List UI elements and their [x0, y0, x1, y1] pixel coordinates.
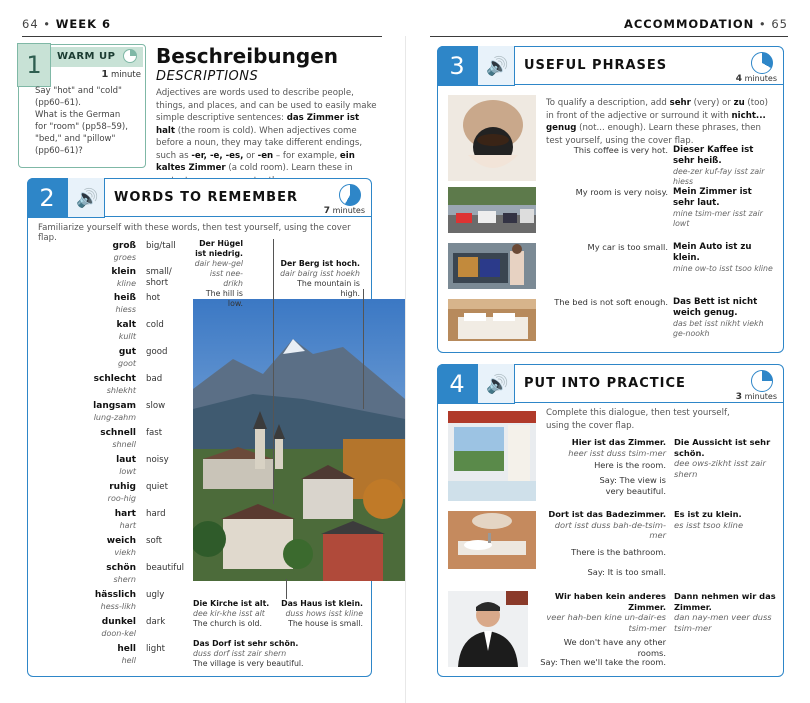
word-row — [28, 455, 188, 481]
section-time: 4 minutes — [735, 74, 777, 84]
word-english: small/ short — [146, 267, 172, 288]
right-page-header: ACCOMMODATION • 65 — [623, 17, 788, 31]
dialogue-prompt: Say: The view is very beautiful. — [599, 475, 666, 496]
village-photo — [193, 299, 405, 581]
word-german: kalt — [116, 320, 136, 330]
caption-leader — [273, 239, 274, 504]
word-pronunciation: doon-kel — [101, 629, 136, 638]
clock-icon — [339, 184, 361, 206]
word-row — [28, 347, 188, 373]
word-pronunciation: goot — [117, 359, 136, 368]
word-pronunciation: lung-zahm — [93, 413, 136, 422]
page-gutter — [405, 36, 406, 703]
warmup-number: 1 — [17, 43, 51, 87]
word-english: beautiful — [146, 563, 185, 573]
section-header — [28, 179, 371, 217]
word-english: ugly — [146, 590, 165, 600]
word-row — [28, 293, 188, 319]
word-pronunciation: shnell — [112, 440, 136, 449]
dialogue-line: Dort ist das Badezimmer. dort isst duss bah-de-tsim-mer There is the bathroom. — [548, 509, 666, 557]
section-header — [438, 47, 783, 85]
header-rule-right — [430, 36, 788, 37]
word-german: gut — [118, 347, 136, 357]
word-row — [28, 267, 188, 293]
caption-dorf: Das Dorf ist sehr schön. duss dorf isst zair shern The village is very beautiful. — [193, 639, 304, 668]
dialogue-prompt: Say: Then we'll take the room. — [540, 657, 666, 667]
warmup-label: WARM UP — [51, 47, 143, 67]
title-body: Adjectives are words used to describe people, things, and places, and can be used to easily make simple descriptive sentences: das Zimmer ist halt (the room is cold). When adjectives come before a noun, they may take different endings, such as -er, -e, -es, or -en – for example, ein kaltes Zimmer (a cold room). Learn these in — [156, 88, 377, 173]
words-to-remember-section — [27, 178, 372, 677]
word-german: klein — [111, 267, 136, 277]
word-row — [28, 320, 188, 346]
word-english: hard — [146, 509, 166, 519]
word-pronunciation: groes — [113, 253, 136, 262]
right-section-label: ACCOMMODATION — [623, 17, 755, 31]
right-page-number: 65 — [771, 17, 788, 31]
word-english: noisy — [146, 455, 169, 465]
word-german: dunkel — [101, 617, 136, 627]
word-pronunciation: hart — [119, 521, 136, 530]
caption-kirche: Die Kirche ist alt. dee kir-khe isst alt The church is old. — [193, 599, 270, 628]
dialogue-answer: Die Aussicht ist sehr schön. dee ows-zikht isst zair shern — [674, 437, 771, 479]
traffic-photo — [448, 187, 536, 233]
word-row — [28, 401, 188, 427]
word-row — [28, 536, 188, 562]
word-english: big/tall — [146, 241, 176, 251]
title-block — [156, 44, 378, 187]
word-pronunciation: kline — [116, 279, 136, 288]
word-pronunciation: kullt — [118, 332, 136, 341]
section-number: 3 — [437, 46, 477, 86]
warmup-box — [18, 44, 146, 168]
receptionist-photo — [448, 591, 528, 667]
audio-button[interactable] — [477, 46, 515, 86]
header-rule-left — [22, 36, 382, 37]
bed-photo — [448, 299, 536, 341]
word-pronunciation: roo-hig — [107, 494, 136, 503]
caption-leader — [363, 289, 364, 409]
word-english: fast — [146, 428, 163, 438]
word-pronunciation: shlekht — [106, 386, 136, 395]
section-number: 2 — [27, 178, 67, 218]
section-intro: Complete this dialogue, then test yourself, using the cover flap. — [546, 408, 730, 431]
word-pronunciation: lowt — [119, 467, 136, 476]
word-german: hell — [117, 644, 136, 654]
caption-huegel: Der Hügel ist niedrig. dair hew-gel isst nee-drikh The hill is low. — [194, 239, 243, 308]
word-german: laut — [116, 455, 136, 465]
section-time: 3 minutes — [735, 392, 777, 402]
section-time: 7 minutes — [323, 206, 365, 216]
word-english: good — [146, 347, 168, 357]
dialogue-line: Wir haben kein anderes Zimmer. veer hah-ben kine un-dair-es tsim-mer We don't have any other rooms. — [546, 591, 666, 658]
word-row — [28, 428, 188, 454]
caption-leader — [286, 579, 287, 599]
warmup-text: Say "hot" and "cold" (pp60–61). What is the German for "room" (pp58–59), "bed," and "pillow" (pp60–61)? — [35, 86, 128, 156]
speaker-icon: 🔊 — [486, 374, 509, 395]
word-row — [28, 374, 188, 400]
dialogue-answer: Dann nehmen wir das Zimmer. dan nay-men veer duss tsim-mer — [674, 591, 776, 633]
audio-button[interactable] — [67, 178, 105, 218]
page-title: Beschreibungen — [156, 44, 339, 68]
word-english: light — [146, 644, 166, 654]
section-number: 4 — [437, 364, 477, 404]
section-header — [438, 365, 783, 403]
word-pronunciation: shern — [113, 575, 136, 584]
word-pronunciation: hiess — [115, 305, 136, 314]
page-subtitle: DESCRIPTIONS — [156, 69, 259, 84]
word-english: quiet — [146, 482, 168, 492]
word-row — [28, 241, 188, 267]
caption-berg: Der Berg ist hoch. dair bairg isst hoekh The mountain is high. — [280, 259, 360, 298]
page-header — [0, 0, 810, 30]
word-german: groß — [112, 241, 136, 251]
word-german: schön — [106, 563, 136, 573]
dialogue-line: Hier ist das Zimmer. heer isst duss tsim-mer Here is the room. — [568, 437, 666, 470]
dialogue-answer: Es ist zu klein. es isst tsoo kline — [674, 509, 744, 530]
word-german: hart — [114, 509, 136, 519]
word-english: dark — [146, 617, 166, 627]
clock-icon — [751, 370, 773, 392]
word-german: schlecht — [93, 374, 136, 384]
word-pronunciation: hell — [121, 656, 136, 665]
word-english: soft — [146, 536, 162, 546]
word-row — [28, 590, 188, 616]
word-english: cold — [146, 320, 164, 330]
room-view-photo — [448, 411, 536, 501]
left-page-header: 64 • WEEK 6 — [22, 17, 112, 31]
speaker-icon: 🔊 — [76, 188, 99, 209]
word-german: ruhig — [109, 482, 136, 492]
clock-icon — [751, 52, 773, 74]
useful-phrases-section: 3 🔊 USEFUL PHRASES 4 minutes To qualify a description, add sehr (very) or zu (too) in front of the adjective or surround it with nicht... genug (not... enough). Learn these phrases, then test yourself, using the cover flap. This coffee is very hot. Dieser Kaffee ist sehr heiß. dee-zer kuf-fay isst zair hiess My room is very noisy. Mein Zimmer ist sehr laut. mine tsim-mer isst zair lowt My car is too small. Mein Auto ist zu klein. mine ow-to isst tsoo kline The bed is not soft enough. Das Bett ist nicht weich genug. das bet isst nikht viekh ge-nookh — [437, 46, 784, 353]
word-german: langsam — [93, 401, 136, 411]
word-row — [28, 482, 188, 508]
speaker-icon: 🔊 — [486, 56, 509, 77]
word-pronunciation: hess-likh — [100, 602, 136, 611]
word-german: hässlich — [94, 590, 136, 600]
word-german: schnell — [100, 428, 136, 438]
word-row — [28, 509, 188, 535]
car-photo — [448, 243, 536, 289]
clock-icon — [123, 49, 137, 63]
word-english: slow — [146, 401, 166, 411]
section-title: USEFUL PHRASES — [524, 58, 668, 73]
put-into-practice-section — [437, 364, 784, 677]
left-week-label: WEEK 6 — [55, 17, 112, 31]
word-german: heiß — [113, 293, 136, 303]
audio-button[interactable] — [477, 364, 515, 404]
word-row — [28, 563, 188, 589]
coffee-photo — [448, 95, 536, 181]
word-row — [28, 617, 188, 643]
word-german: weich — [106, 536, 136, 546]
word-pronunciation: viekh — [114, 548, 136, 557]
warmup-time: 1 minute — [101, 69, 141, 80]
section-intro: To qualify a description, add sehr (very) or zu (too) in front of the adjective or surround it with nicht... genug (not... enough). Learn these phrases, then test yourself, using the cover flap. — [546, 98, 769, 146]
section-title: WORDS TO REMEMBER — [114, 190, 298, 205]
dialogue-prompt: Say: It is too small. — [587, 567, 666, 577]
word-english: bad — [146, 374, 163, 384]
bathroom-photo — [448, 511, 536, 569]
word-english: hot — [146, 293, 161, 303]
left-page-number: 64 — [22, 17, 39, 31]
caption-haus: Das Haus ist klein. duss hows isst kline The house is small. — [281, 599, 363, 628]
word-row — [28, 644, 188, 670]
section-title: PUT INTO PRACTICE — [524, 376, 686, 391]
section-intro: Familiarize yourself with these words, then test yourself, using the cover flap. — [38, 223, 351, 243]
